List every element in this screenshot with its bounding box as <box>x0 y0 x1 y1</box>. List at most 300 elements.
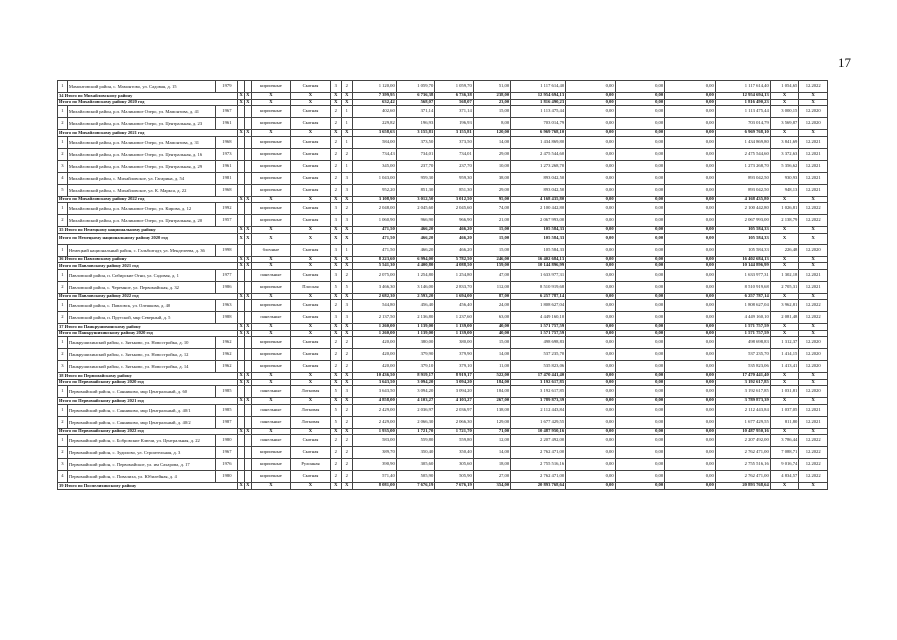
cell-cost: 537 235,70 <box>511 349 566 361</box>
cell-address: Первомайский район, с. Санниково, мкр Центральный, д. 40/1 <box>67 404 216 416</box>
cell-blank <box>244 447 251 459</box>
cell-year: 1963 <box>216 300 238 312</box>
cell-floors: 3 <box>330 203 341 215</box>
cell-roof-type: Лотковая <box>291 416 331 428</box>
subtotal-label: 34 Итого по Михайловскому району <box>58 93 238 100</box>
cell-cost-budget: 0,00 <box>615 361 665 373</box>
cell-x: X <box>341 293 352 300</box>
cell-cost: 10 487 950,16 <box>511 428 566 435</box>
cell-blank <box>238 269 245 281</box>
cell-year: 1967 <box>216 447 238 459</box>
cell-unit-cost: 2 705,31 <box>770 281 799 293</box>
cell-cost: 3 192 617,85 <box>511 379 566 386</box>
cell-x: X <box>341 130 352 137</box>
cell-cost-owners: 1 816 490,23 <box>715 99 770 106</box>
cell-x: X <box>341 373 352 380</box>
cell-cost-budget: 0,00 <box>615 435 665 447</box>
cell-year: 1962 <box>216 361 238 373</box>
cell-area-residential: 456,40 <box>435 300 474 312</box>
subtotal-label: Итого по Павловскому району 2021 год <box>58 263 238 270</box>
cell-blank <box>238 416 245 428</box>
cell-entrances: 3 <box>341 172 352 184</box>
cell-cost-fund: 0,00 <box>566 130 616 137</box>
cell-cost-budget: 0,00 <box>615 330 665 337</box>
cell-x: X <box>246 262 250 268</box>
cell-cost: 893 042,50 <box>511 172 566 184</box>
cell-floors: 2 <box>330 172 341 184</box>
cell-x: X <box>330 293 341 300</box>
subtotal-label: Итого по Первомайскому району 2021 год <box>58 398 238 405</box>
cell-cost-owners: 4 449 160,10 <box>715 312 770 324</box>
cell-cost: 3 192 617,85 <box>511 386 566 398</box>
cell-residents: 138,00 <box>473 404 510 416</box>
cell-wall-material: кирпичные <box>251 172 291 184</box>
cell-cost-budget: 0,00 <box>615 404 665 416</box>
cell-cost-budget: 0,00 <box>615 130 665 137</box>
cell-completion-date: 12.2022 <box>799 203 828 215</box>
cell-total-area: 2 682,30 <box>352 293 396 300</box>
cell-x: X <box>239 92 243 98</box>
cell-address: Павловский район, п. Прутской, мкр Северный, д. 5 <box>67 312 216 324</box>
cell-blank <box>238 312 245 324</box>
cell-cost-budget: 0,00 <box>615 263 665 270</box>
cell-year: 1979 <box>216 81 238 93</box>
subtotal-label: Итого по Панкрушихинскому району 2020 год <box>58 330 238 337</box>
cell-wall-material: кирпичные <box>251 136 291 148</box>
cell-x: X <box>246 372 250 378</box>
cell-cost-local: 0,00 <box>665 428 716 435</box>
cell-entrances: 1 <box>341 118 352 130</box>
cell-completion-date: 12.2021 <box>799 148 828 160</box>
cell-floors: 2 <box>330 300 341 312</box>
cell-unit-cost: X <box>770 373 799 380</box>
cell-roof-type: Скатная <box>291 337 331 349</box>
cell-x: X <box>341 263 352 270</box>
cell-entrances: 5 <box>341 281 352 293</box>
cell-x: X <box>244 233 251 244</box>
cell-cost-budget: 0,00 <box>615 93 665 100</box>
cell-total-area: 952,20 <box>352 184 396 196</box>
cell-total-area: 1 935,00 <box>352 428 396 435</box>
cell-cost-local: 0,00 <box>665 215 716 227</box>
cell-completion-date: X <box>799 263 828 270</box>
cell-blank <box>244 160 251 172</box>
cell-completion-date: 12.2021 <box>799 416 828 428</box>
cell-completion-date: X <box>799 130 828 137</box>
table-row <box>58 148 828 160</box>
cell-area-premises: 3 012,50 <box>396 196 435 203</box>
cell-blank <box>244 81 251 93</box>
cell-cost-fund: 0,00 <box>566 196 616 203</box>
cell-year: 1973 <box>216 148 238 160</box>
cell-x: X <box>341 93 352 100</box>
cell-x: X <box>239 482 243 488</box>
cell-blank <box>238 361 245 373</box>
cell-x: X <box>291 99 331 106</box>
cell-residents: 522,00 <box>473 373 510 380</box>
cell-x: X <box>239 129 243 135</box>
cell-cost-local: 0,00 <box>665 337 716 349</box>
cell-roof-type: Рулонная <box>291 459 331 471</box>
cell-total-area: 3 643,50 <box>352 386 396 398</box>
cell-unit-cost: 1 302,18 <box>770 269 799 281</box>
cell-unit-cost: 1 414,15 <box>770 349 799 361</box>
cell-residents: 15,00 <box>473 337 510 349</box>
cell-area-residential: 379,10 <box>435 361 474 373</box>
cell-roof-type: Скатная <box>291 349 331 361</box>
cell-blank <box>244 416 251 428</box>
cell-number: 4 <box>58 172 68 184</box>
cell-blank <box>244 435 251 447</box>
cell-area-premises: 6 736,38 <box>396 93 435 100</box>
cell-address: Мамонтовский район, с. Мамонтово, ул. Садовая, д. 15 <box>67 81 216 93</box>
cell-cost-local: 0,00 <box>665 416 716 428</box>
cell-wall-material: панельные <box>251 312 291 324</box>
cell-blank <box>244 312 251 324</box>
cell-area-residential: 5 782,50 <box>435 256 474 263</box>
cell-cost-local: 0,00 <box>665 471 716 483</box>
cell-cost-budget: 0,00 <box>615 349 665 361</box>
cell-address: Первомайский район, с. Бобровские Ключи, ул. Центральная, д. 22 <box>67 435 216 447</box>
cell-area-premises: 2 593,20 <box>396 293 435 300</box>
capital-repair-table <box>57 80 828 490</box>
cell-cost-local: 0,00 <box>665 172 716 184</box>
cell-cost-budget: 0,00 <box>615 447 665 459</box>
cell-cost-local: 0,00 <box>665 404 716 416</box>
cell-wall-material: кирпичные <box>251 447 291 459</box>
table-row <box>58 337 828 349</box>
cell-completion-date: 12.2022 <box>799 215 828 227</box>
cell-cost-owners: 17 470 441,40 <box>715 373 770 380</box>
cell-area-premises: 559,80 <box>396 435 435 447</box>
cell-unit-cost: X <box>770 196 799 203</box>
cell-number: 2 <box>58 281 68 293</box>
cell-area-residential: 196,93 <box>435 118 474 130</box>
cell-x: X <box>330 93 341 100</box>
cell-unit-cost: X <box>770 130 799 137</box>
cell-completion-date: 12.2020 <box>799 349 828 361</box>
cell-roof-type: Лотковая <box>291 386 331 398</box>
cell-cost-local: 0,00 <box>665 263 716 270</box>
cell-x: X <box>341 330 352 337</box>
cell-cost-local: 0,00 <box>665 196 716 203</box>
cell-x: X <box>341 428 352 435</box>
cell-total-area: 7 399,95 <box>352 93 396 100</box>
cell-residents: 71,00 <box>473 428 510 435</box>
cell-wall-material: кирпичные <box>251 281 291 293</box>
cell-cost-fund: 0,00 <box>566 93 616 100</box>
cell-area-residential: 380,00 <box>435 337 474 349</box>
cell-area-premises: 3 094,20 <box>396 379 435 386</box>
cell-area-premises: 2 036,97 <box>396 404 435 416</box>
cell-year: 1957 <box>216 215 238 227</box>
cell-x: X <box>246 293 250 298</box>
cell-area-premises: 966,90 <box>396 215 435 227</box>
cell-residents: 246,00 <box>473 256 510 263</box>
cell-number: 1 <box>58 269 68 281</box>
cell-blank <box>238 281 245 293</box>
cell-cost-budget: 0,00 <box>615 196 665 203</box>
cell-cost-local: 0,00 <box>665 130 716 137</box>
cell-x: X <box>330 233 341 244</box>
cell-area-residential: 305,60 <box>435 459 474 471</box>
cell-roof-type: Скатная <box>291 269 331 281</box>
cell-area-premises: 2 045,60 <box>396 203 435 215</box>
cell-cost-owners: 10 144 896,99 <box>715 263 770 270</box>
cell-cost-local: 0,00 <box>665 435 716 447</box>
cell-total-area: 2 137,50 <box>352 312 396 324</box>
cell-cost-local: 0,00 <box>665 136 716 148</box>
cell-total-area: 734,43 <box>352 148 396 160</box>
cell-completion-date: X <box>799 324 828 331</box>
cell-blank <box>238 459 245 471</box>
cell-area-residential: 1 254,80 <box>435 269 474 281</box>
cell-floors: 2 <box>330 361 341 373</box>
cell-x: X <box>251 196 291 203</box>
subtotal-label: Итого по Михайловскому району 2021 год <box>58 130 238 137</box>
cell-floors: 2 <box>330 136 341 148</box>
cell-roof-type: Скатная <box>291 118 331 130</box>
cell-cost-local: 0,00 <box>665 330 716 337</box>
cell-cost-owners: 2 755 516,16 <box>715 459 770 471</box>
cell-area-premises: 959,30 <box>396 172 435 184</box>
cell-area-residential: 966,90 <box>435 215 474 227</box>
cell-x: X <box>246 99 250 104</box>
cell-unit-cost: 3 569,87 <box>770 118 799 130</box>
cell-cost-owners: 2 207 492,00 <box>715 435 770 447</box>
cell-blank <box>238 300 245 312</box>
cell-cost-budget: 0,00 <box>615 118 665 130</box>
cell-number: 3 <box>58 160 68 172</box>
cell-x: X <box>238 233 245 244</box>
cell-cost: 1 434 869,80 <box>511 136 566 148</box>
cell-x: X <box>239 372 243 378</box>
cell-x: X <box>291 196 331 203</box>
cell-x: X <box>239 293 243 298</box>
cell-area-residential: 2 036,97 <box>435 404 474 416</box>
cell-x: X <box>341 324 352 331</box>
cell-area-premises: 380,00 <box>396 337 435 349</box>
cell-area-premises: 237,70 <box>396 160 435 172</box>
cell-total-area: 10 436,50 <box>352 373 396 380</box>
cell-residents: 23,00 <box>473 99 510 106</box>
cell-year: 1976 <box>216 459 238 471</box>
cell-cost-budget: 0,00 <box>615 324 665 331</box>
cell-residents: 87,00 <box>473 293 510 300</box>
cell-year: 1961 <box>216 118 238 130</box>
cell-unit-cost: 1 026,81 <box>770 203 799 215</box>
cell-blank <box>238 148 245 160</box>
cell-unit-cost: 811,80 <box>770 416 799 428</box>
subtotal-label: Итого по Павловскому району 2022 год <box>58 293 238 300</box>
cell-cost-owners: 893 042,50 <box>715 184 770 196</box>
cell-completion-date: 12.2021 <box>799 281 828 293</box>
cell-cost-fund: 0,00 <box>566 324 616 331</box>
cell-cost-owners: 105 584,33 <box>715 233 770 244</box>
cell-cost: 1 113 475,44 <box>511 106 566 118</box>
cell-cost-owners: 16 402 684,13 <box>715 256 770 263</box>
cell-total-area: 3 108,90 <box>352 196 396 203</box>
cell-completion-date: 12.2021 <box>799 160 828 172</box>
cell-blank <box>238 215 245 227</box>
cell-area-residential: 1 237,60 <box>435 312 474 324</box>
cell-residents: 129,00 <box>473 416 510 428</box>
cell-area-residential: 1 694,00 <box>435 293 474 300</box>
cell-residents: 14,00 <box>473 349 510 361</box>
cell-cost-local: 0,00 <box>665 106 716 118</box>
cell-cost-fund: 0,00 <box>566 215 616 227</box>
cell-area-premises: 456,40 <box>396 300 435 312</box>
cell-unit-cost: 1 413,41 <box>770 361 799 373</box>
cell-completion-date: X <box>799 379 828 386</box>
cell-residents: 15,00 <box>473 106 510 118</box>
cell-area-premises: 196,93 <box>396 118 435 130</box>
cell-cost-fund: 0,00 <box>566 373 616 380</box>
cell-residents: 112,00 <box>473 281 510 293</box>
subtotal-label: Итого по Первомайскому району 2022 год <box>58 428 238 435</box>
cell-residents: 14,00 <box>473 136 510 148</box>
cell-blank <box>244 106 251 118</box>
cell-cost-budget: 0,00 <box>615 379 665 386</box>
cell-area-residential: 2 833,70 <box>435 281 474 293</box>
cell-cost-fund: 0,00 <box>566 330 616 337</box>
cell-address: Михайловский район, р.п. Малиновое Озеро, ул. Центральная, д. 16 <box>67 148 216 160</box>
cell-total-area: 1 260,00 <box>352 324 396 331</box>
subtotal-row <box>58 233 828 244</box>
cell-completion-date: X <box>799 227 828 234</box>
table-row <box>58 361 828 373</box>
cell-number: 2 <box>58 349 68 361</box>
cell-cost-owners: 1 677 429,55 <box>715 416 770 428</box>
cell-completion-date: X <box>799 293 828 300</box>
subtotal-label: 36 Итого по Павловскому району <box>58 256 238 263</box>
cell-area-residential: 466,20 <box>435 233 474 244</box>
cell-area-premises: 1 139,00 <box>396 324 435 331</box>
cell-cost-local: 0,00 <box>665 324 716 331</box>
cell-residents: 159,00 <box>473 263 510 270</box>
cell-blank <box>238 386 245 398</box>
cell-cost: 2 755 516,16 <box>511 459 566 471</box>
cell-cost-owners: 10 487 950,16 <box>715 428 770 435</box>
cell-address: Михайловский район, с. Михайловское, ул. Гагарина, д. 54 <box>67 172 216 184</box>
cell-wall-material: кирпичные <box>251 160 291 172</box>
cell-blank <box>238 447 245 459</box>
cell-cost: 8 510 919,68 <box>511 281 566 293</box>
cell-residents: 120,00 <box>473 130 510 137</box>
cell-total-area: 345,00 <box>352 160 396 172</box>
cell-residents: 267,00 <box>473 398 510 405</box>
cell-area-residential: 3 155,81 <box>435 130 474 137</box>
cell-roof-type: Скатная <box>291 106 331 118</box>
cell-residents: 21,00 <box>473 215 510 227</box>
cell-cost: 4 168 435,80 <box>511 196 566 203</box>
table-row <box>58 447 828 459</box>
cell-number: 1 <box>58 337 68 349</box>
cell-x: X <box>291 373 331 380</box>
cell-floors: 3 <box>330 269 341 281</box>
cell-x: X <box>246 129 250 135</box>
cell-cost-owners: 703 014,79 <box>715 118 770 130</box>
subtotal-label: 35 Итого по Немецкому национальному району <box>58 227 238 234</box>
cell-number: 2 <box>58 416 68 428</box>
table-row <box>58 471 828 483</box>
cell-entrances: 2 <box>341 349 352 361</box>
cell-x: X <box>330 330 341 337</box>
cell-floors: 5 <box>330 416 341 428</box>
cell-cost-fund: 0,00 <box>566 269 616 281</box>
cell-entrances: 2 <box>341 269 352 281</box>
cell-entrances: 1 <box>341 136 352 148</box>
cell-x: X <box>291 130 331 137</box>
cell-cost-local: 0,00 <box>665 244 716 256</box>
cell-roof-type: Скатная <box>291 361 331 373</box>
cell-address: Михайловский район, с. Михайловское, ул. К. Маркса, д. 22 <box>67 184 216 196</box>
cell-address: Павловский район, п. Сибирские Огни, ул. Садовая, д. 1 <box>67 269 216 281</box>
cell-area-residential: 373,50 <box>435 136 474 148</box>
cell-address: Первомайский район, с. Повалиха, ул. Юбилейная, д. 4 <box>67 471 216 483</box>
cell-completion-date: 12.2022 <box>799 471 828 483</box>
cell-area-premises: 6 994,00 <box>396 256 435 263</box>
cell-area-residential: 559,80 <box>435 435 474 447</box>
cell-floors: 5 <box>330 386 341 398</box>
cell-wall-material: кирпичные <box>251 300 291 312</box>
cell-cost-local: 0,00 <box>665 227 716 234</box>
cell-wall-material: кирпичные <box>251 118 291 130</box>
cell-area-residential: 568,07 <box>435 99 474 106</box>
cell-x: X <box>291 263 331 270</box>
table-row <box>58 349 828 361</box>
cell-roof-type: Скатная <box>291 136 331 148</box>
cell-x: X <box>251 99 291 106</box>
cell-x: X <box>330 196 341 203</box>
cell-total-area: 5 541,30 <box>352 263 396 270</box>
cell-year: 1992 <box>216 203 238 215</box>
cell-area-premises: 1 059,70 <box>396 81 435 93</box>
cell-x: X <box>239 99 243 104</box>
cell-x: X <box>239 262 243 268</box>
cell-blank <box>244 203 251 215</box>
cell-blank <box>244 118 251 130</box>
cell-unit-cost: X <box>770 233 799 244</box>
cell-x: X <box>246 379 250 384</box>
cell-area-premises: 1 254,80 <box>396 269 435 281</box>
cell-area-residential: 2 045,60 <box>435 203 474 215</box>
cell-cost-fund: 0,00 <box>566 227 616 234</box>
cell-residents: 238,00 <box>473 93 510 100</box>
cell-x: X <box>239 330 243 335</box>
cell-entrances: 1 <box>341 244 352 256</box>
table-row <box>58 106 828 118</box>
cell-cost-owners: 12 954 694,13 <box>715 93 770 100</box>
cell-x: X <box>341 196 352 203</box>
cell-cost-fund: 0,00 <box>566 172 616 184</box>
cell-area-premises: 466,20 <box>396 227 435 234</box>
cell-total-area: 402,60 <box>352 106 396 118</box>
cell-x: X <box>251 293 291 300</box>
cell-area-residential: 1 721,70 <box>435 428 474 435</box>
cell-cost: 1 571 757,59 <box>511 330 566 337</box>
cell-wall-material: кирпичные <box>251 203 291 215</box>
cell-blank <box>238 337 245 349</box>
cell-number: 1 <box>58 203 68 215</box>
cell-year: 1998 <box>216 244 238 256</box>
cell-area-premises: 2 066,30 <box>396 416 435 428</box>
cell-x: X <box>246 226 250 232</box>
cell-cost: 2 067 993,00 <box>511 215 566 227</box>
cell-unit-cost: X <box>770 330 799 337</box>
cell-roof-type: Лотковая <box>291 404 331 416</box>
cell-completion-date: X <box>799 233 828 244</box>
